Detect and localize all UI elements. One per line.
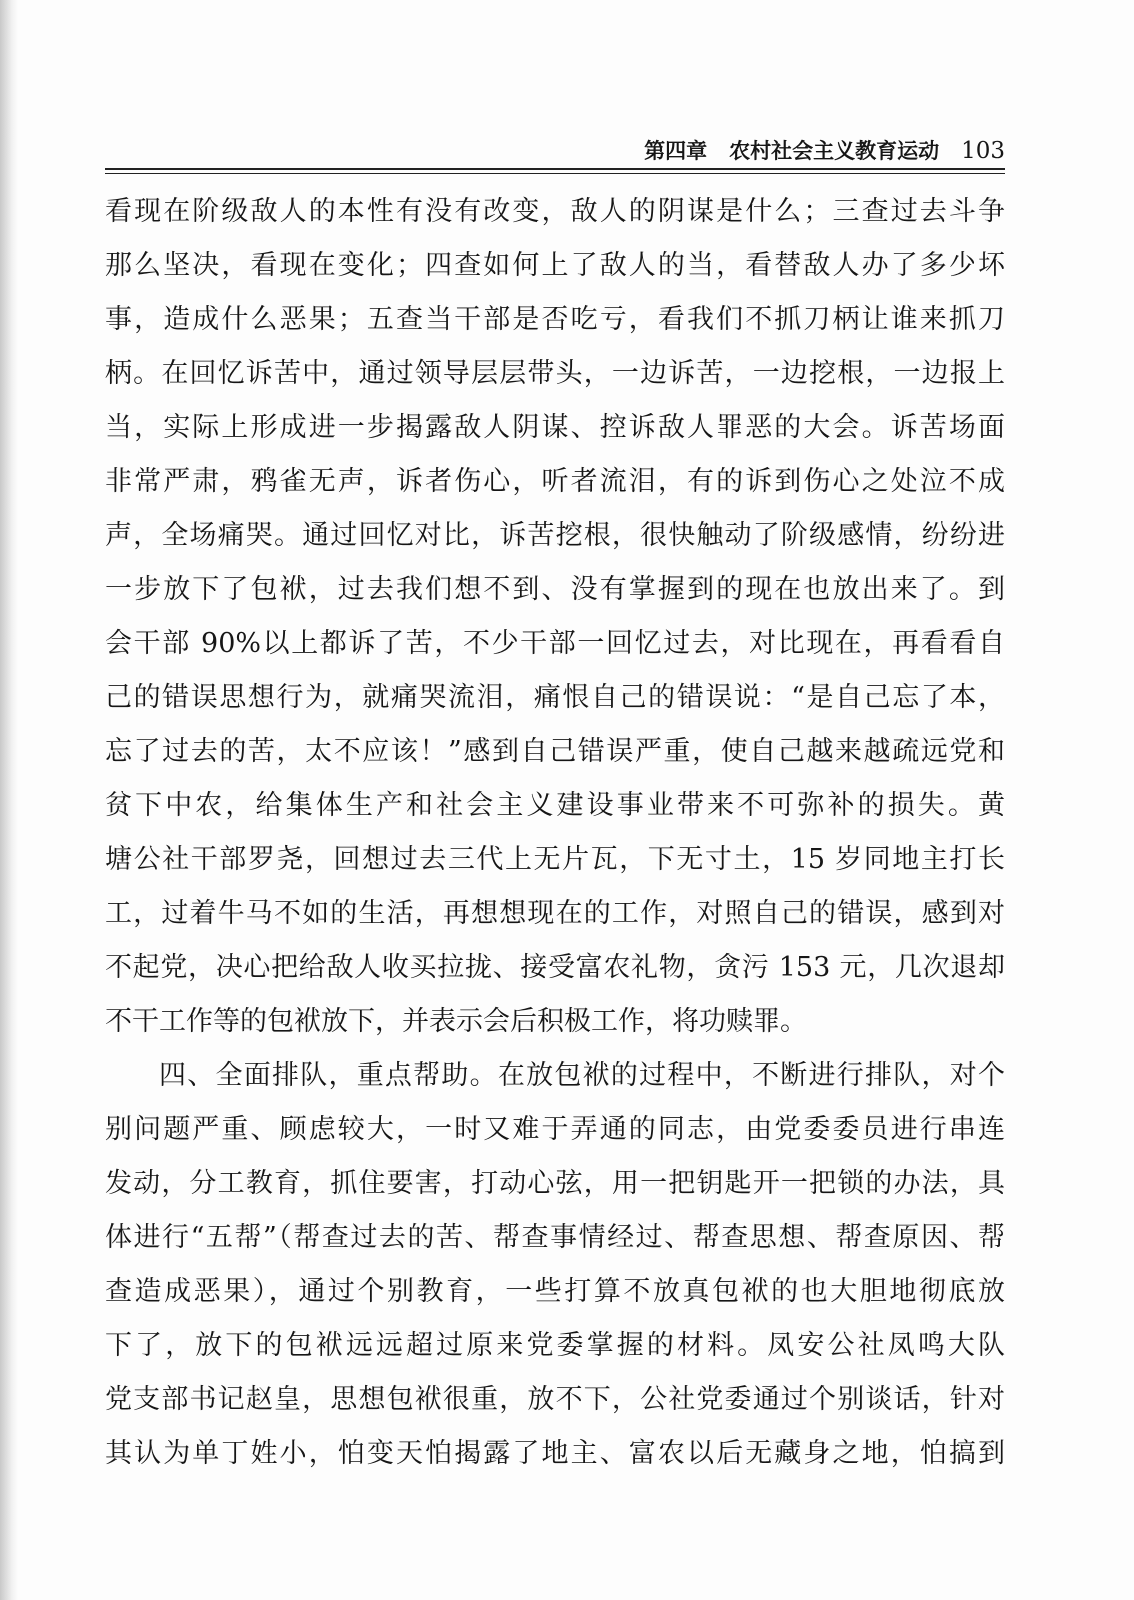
text-line: 一步放下了包袱，过去我们想不到、没有掌握到的现在也放出来了。到 bbox=[105, 574, 1005, 605]
chapter-label: 第四章 bbox=[644, 138, 708, 163]
text-line: 柄。在回忆诉苦中，通过领导层层带头，一边诉苦，一边挖根，一边报上 bbox=[105, 358, 1005, 389]
page-number: 103 bbox=[961, 138, 1005, 164]
text-line: 下了，放下的包袱远远超过原来党委掌握的材料。凤安公社凤鸣大队 bbox=[105, 1330, 1005, 1361]
text-line: 查造成恶果），通过个别教育，一些打算不放真包袱的也大胆地彻底放 bbox=[105, 1276, 1005, 1307]
text-line: 那么坚决，看现在变化；四查如何上了敌人的当，看替敌人办了多少坏 bbox=[105, 250, 1005, 281]
text-line: 非常严肃，鸦雀无声，诉者伤心，听者流泪，有的诉到伤心之处泣不成 bbox=[105, 466, 1005, 497]
text-line: 工，过着牛马不如的生活，再想想现在的工作，对照自己的错误，感到对 bbox=[105, 898, 1005, 929]
page-edge-shadow bbox=[0, 0, 18, 1600]
header-rule-thick bbox=[105, 168, 1005, 170]
text-line: 当，实际上形成进一步揭露敌人阴谋、控诉敌人罪恶的大会。诉苦场面 bbox=[105, 412, 1005, 443]
text-line: 其认为单丁姓小，怕变天怕揭露了地主、富农以后无藏身之地，怕搞到 bbox=[105, 1438, 1005, 1469]
header-rule-thin bbox=[105, 173, 1005, 174]
text-line: 声，全场痛哭。通过回忆对比，诉苦挖根，很快触动了阶级感情，纷纷进 bbox=[105, 520, 1005, 551]
text-line: 贫下中农，给集体生产和社会主义建设事业带来不可弥补的损失。黄 bbox=[105, 790, 1005, 821]
text-line: 看现在阶级敌人的本性有没有改变，敌人的阴谋是什么；三查过去斗争 bbox=[105, 196, 1005, 227]
section-title: 农村社会主义教育运动 bbox=[729, 138, 940, 163]
paragraph-first-line: 四、全面排队，重点帮助。在放包袱的过程中，不断进行排队，对个 bbox=[159, 1060, 1005, 1091]
text-line: 会干部 90%以上都诉了苦，不少干部一回忆过去，对比现在，再看看自 bbox=[105, 628, 1005, 659]
text-line: 己的错误思想行为，就痛哭流泪，痛恨自己的错误说：“是自己忘了本， bbox=[105, 682, 1005, 713]
text-line: 忘了过去的苦，太不应该！”感到自己错误严重，使自己越来越疏远党和 bbox=[105, 736, 1005, 767]
text-line: 不干工作等的包袱放下，并表示会后积极工作，将功赎罪。 bbox=[105, 1006, 807, 1037]
text-line: 发动，分工教育，抓住要害，打动心弦，用一把钥匙开一把锁的办法，具 bbox=[105, 1168, 1005, 1199]
text-line: 别问题严重、顾虑较大，一时又难于弄通的同志，由党委委员进行串连 bbox=[105, 1114, 1005, 1145]
text-line: 不起党，决心把给敌人收买拉拢、接受富农礼物，贪污 153 元，几次退却 bbox=[105, 952, 1005, 983]
body-text bbox=[105, 185, 1005, 1481]
text-line: 事，造成什么恶果；五查当干部是否吃亏，看我们不抓刀柄让谁来抓刀 bbox=[105, 304, 1005, 335]
text-line: 塘公社干部罗尧，回想过去三代上无片瓦，下无寸土，15 岁同地主打长 bbox=[105, 844, 1005, 875]
text-line: 体进行“五帮”（帮查过去的苦、帮查事情经过、帮查思想、帮查原因、帮 bbox=[105, 1222, 1005, 1253]
running-header bbox=[105, 135, 1005, 169]
text-line: 党支部书记赵皇，思想包袱很重，放不下，公社党委通过个别谈话，针对 bbox=[105, 1384, 1005, 1415]
